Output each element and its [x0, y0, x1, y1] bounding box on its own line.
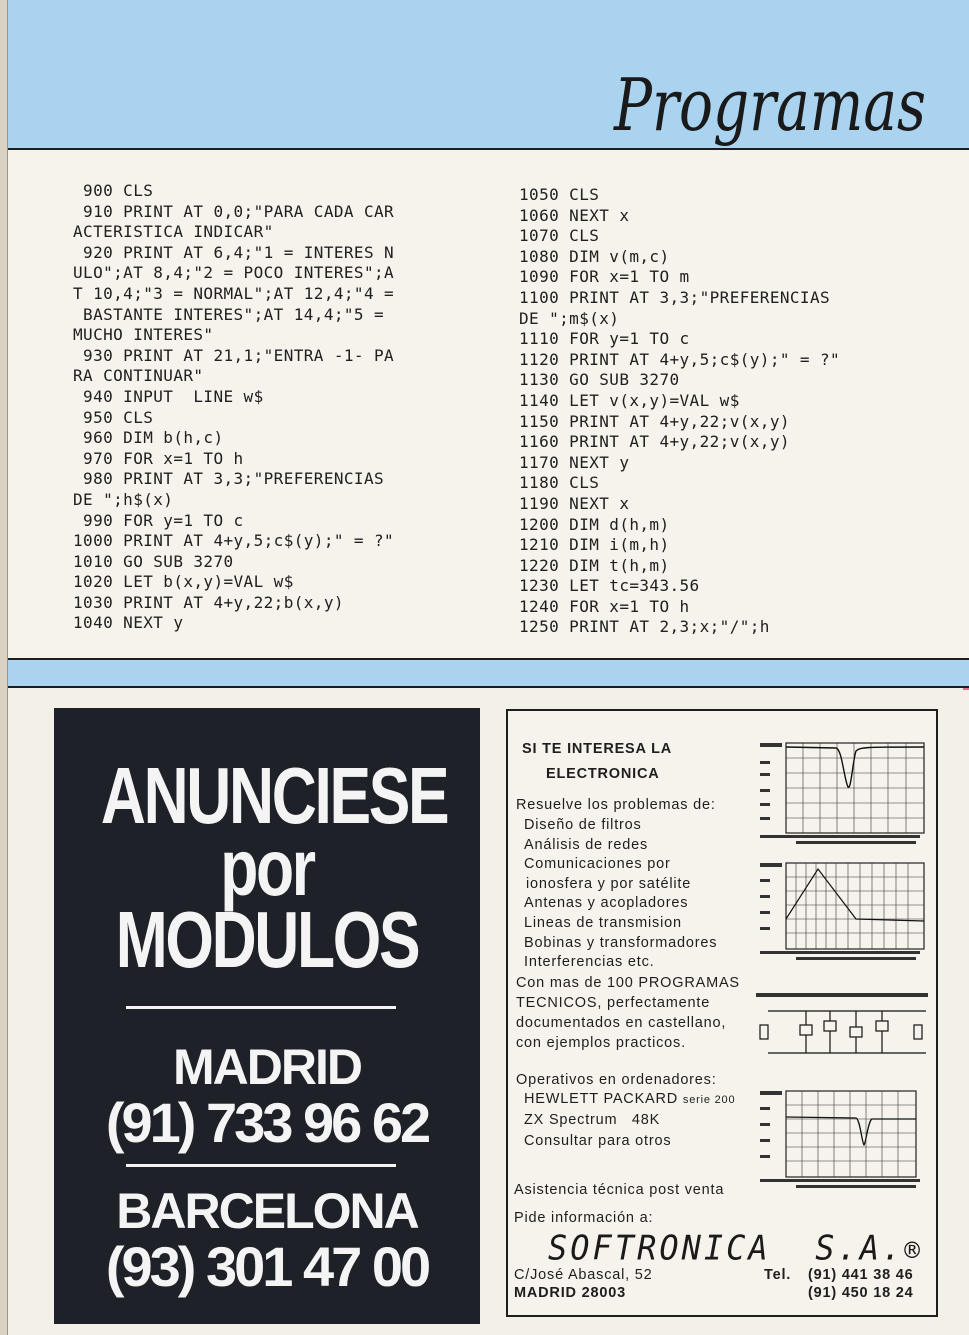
code-line: 1240 FOR x=1 TO h [519, 596, 690, 616]
code-line: 960 DIM b(h,c) [73, 428, 224, 448]
page-gutter [0, 0, 8, 1335]
code-line: ULO";AT 8,4;"2 = POCO INTERES";A [73, 263, 395, 283]
code-line: RA CONTINUAR" [73, 366, 204, 386]
brand-name: SOFTRONICA S.A. [548, 1228, 905, 1268]
ad-headline-2: ELECTRONICA [546, 766, 660, 782]
code-line: 1230 LET tc=343.56 [519, 576, 700, 596]
circuit-diagram-icon [756, 991, 932, 1061]
ad-phone-madrid: (91) 733 96 62 [105, 1091, 429, 1154]
topic-item: Comunicaciones por [524, 856, 671, 873]
ad-headline-3: MODULOS [115, 895, 419, 984]
frequency-response-graph-icon [756, 739, 928, 847]
tel-label: Tel. [764, 1267, 792, 1283]
programs-line: documentados en castellano, [516, 1015, 727, 1031]
pide-info: Pide información a: [514, 1210, 654, 1226]
code-line: BASTANTE INTERES";AT 14,4;"5 = [73, 304, 385, 324]
code-line: 1190 NEXT x [519, 493, 630, 513]
tel-1: (91) 441 38 46 [808, 1267, 914, 1283]
code-line: 910 PRINT AT 0,0;"PARA CADA CAR [73, 201, 395, 221]
topic-item: Bobinas y transformadores [524, 934, 718, 951]
code-line: 1050 CLS [519, 185, 600, 204]
ad-city-barcelona: BARCELONA [116, 1183, 418, 1239]
code-line: 1090 FOR x=1 TO m [519, 267, 690, 287]
code-line: 950 CLS [73, 407, 154, 427]
bandpass-graph-icon [756, 859, 928, 967]
ad-headline-2: por [220, 823, 314, 912]
tel-2: (91) 450 18 24 [808, 1285, 914, 1301]
brand-logo [548, 1228, 923, 1268]
ad-phone-barcelona: (93) 301 47 00 [105, 1235, 429, 1298]
topic-item: Antenas y acopladores [524, 895, 689, 912]
code-line: 1040 NEXT y [73, 613, 184, 633]
code-line: 1140 LET v(x,y)=VAL w$ [519, 390, 740, 410]
programs-line: TECNICOS, perfectamente [516, 995, 711, 1011]
separator-band [8, 658, 969, 688]
topic-item: Diseño de filtros [524, 817, 642, 833]
impedance-graph-icon [756, 1087, 928, 1195]
platform-otros: Consultar para otros [524, 1133, 672, 1149]
operativos-title: Operativos en ordenadores: [516, 1072, 717, 1088]
code-line: DE ";h$(x) [73, 489, 174, 509]
registered-mark: ® [904, 1235, 923, 1267]
code-line: 1130 GO SUB 3270 [519, 370, 680, 390]
divider [126, 1164, 396, 1167]
code-line: 1000 PRINT AT 4+y,5;c$(y);" = ?" [73, 531, 395, 551]
code-line: 1250 PRINT AT 2,3;x;"/";h [519, 617, 770, 637]
code-line: 980 PRINT AT 3,3;"PREFERENCIAS [73, 469, 385, 489]
code-line: 1060 NEXT x [519, 205, 630, 225]
code-line: T 10,4;"3 = NORMAL";AT 12,4;"4 = [73, 283, 395, 303]
asistencia: Asistencia técnica post venta [514, 1182, 725, 1198]
code-line: 1200 DIM d(h,m) [519, 514, 670, 534]
ad-softronica [506, 709, 938, 1317]
code-line: 1150 PRINT AT 4+y,22;v(x,y) [519, 411, 790, 431]
platform-hp [524, 1091, 735, 1107]
ad-modulos [54, 708, 480, 1324]
code-line: 1110 FOR y=1 TO c [519, 329, 690, 349]
code-line: 1080 DIM v(m,c) [519, 246, 670, 266]
code-line: 940 INPUT LINE w$ [73, 386, 264, 406]
code-line: 990 FOR y=1 TO c [73, 510, 244, 530]
code-listing-left [73, 181, 394, 634]
code-line: 970 FOR x=1 TO h [73, 448, 244, 468]
programs-line: Con mas de 100 PROGRAMAS [516, 975, 740, 991]
code-line: 1170 NEXT y [519, 452, 630, 472]
code-line: 930 PRINT AT 21,1;"ENTRA -1- PA [73, 345, 395, 365]
topic-item: ionosfera y por satélite [526, 875, 692, 892]
topic-item: Interferencias etc. [524, 954, 655, 971]
platform-hp-label: HEWLETT PACKARD [524, 1091, 679, 1107]
code-line: 1210 DIM i(m,h) [519, 535, 670, 555]
code-listing-right [519, 185, 840, 638]
topic-item: Análisis de redes [524, 836, 649, 853]
ad-intro: Resuelve los problemas de: [516, 797, 716, 813]
code-line: 1020 LET b(x,y)=VAL w$ [73, 572, 294, 592]
ad-city-madrid: MADRID [173, 1039, 361, 1095]
ad-headline-1: ANUNCIESE [100, 751, 448, 840]
address-city: MADRID 28003 [514, 1285, 626, 1301]
code-line: 1220 DIM t(h,m) [519, 555, 670, 575]
code-line: MUCHO INTERES" [73, 325, 214, 345]
code-line: ACTERISTICA INDICAR" [73, 222, 274, 242]
address-street: C/José Abascal, 52 [514, 1267, 653, 1283]
divider [126, 1006, 396, 1009]
programs-line: con ejemplos practicos. [516, 1035, 686, 1051]
section-title [608, 34, 948, 164]
platform-zx: ZX Spectrum 48K [524, 1112, 661, 1128]
code-line: 920 PRINT AT 6,4;"1 = INTERES N [73, 242, 395, 262]
code-line: 1030 PRINT AT 4+y,22;b(x,y) [73, 592, 344, 612]
ad-headline-1: SI TE INTERESA LA [522, 741, 673, 757]
code-line: 1160 PRINT AT 4+y,22;v(x,y) [519, 432, 790, 452]
code-line: 1180 CLS [519, 473, 600, 493]
code-line: 1100 PRINT AT 3,3;"PREFERENCIAS [519, 287, 831, 307]
code-line: 1010 GO SUB 3270 [73, 551, 234, 571]
code-line: 1070 CLS [519, 226, 600, 246]
topic-item: Lineas de transmision [524, 915, 682, 931]
platform-hp-series: serie 200 [682, 1094, 736, 1106]
code-line: 1120 PRINT AT 4+y,5;c$(y);" = ?" [519, 349, 841, 369]
code-line: DE ";m$(x) [519, 308, 620, 328]
code-line: 900 CLS [73, 181, 154, 200]
section-title-text: Programas [612, 63, 926, 147]
